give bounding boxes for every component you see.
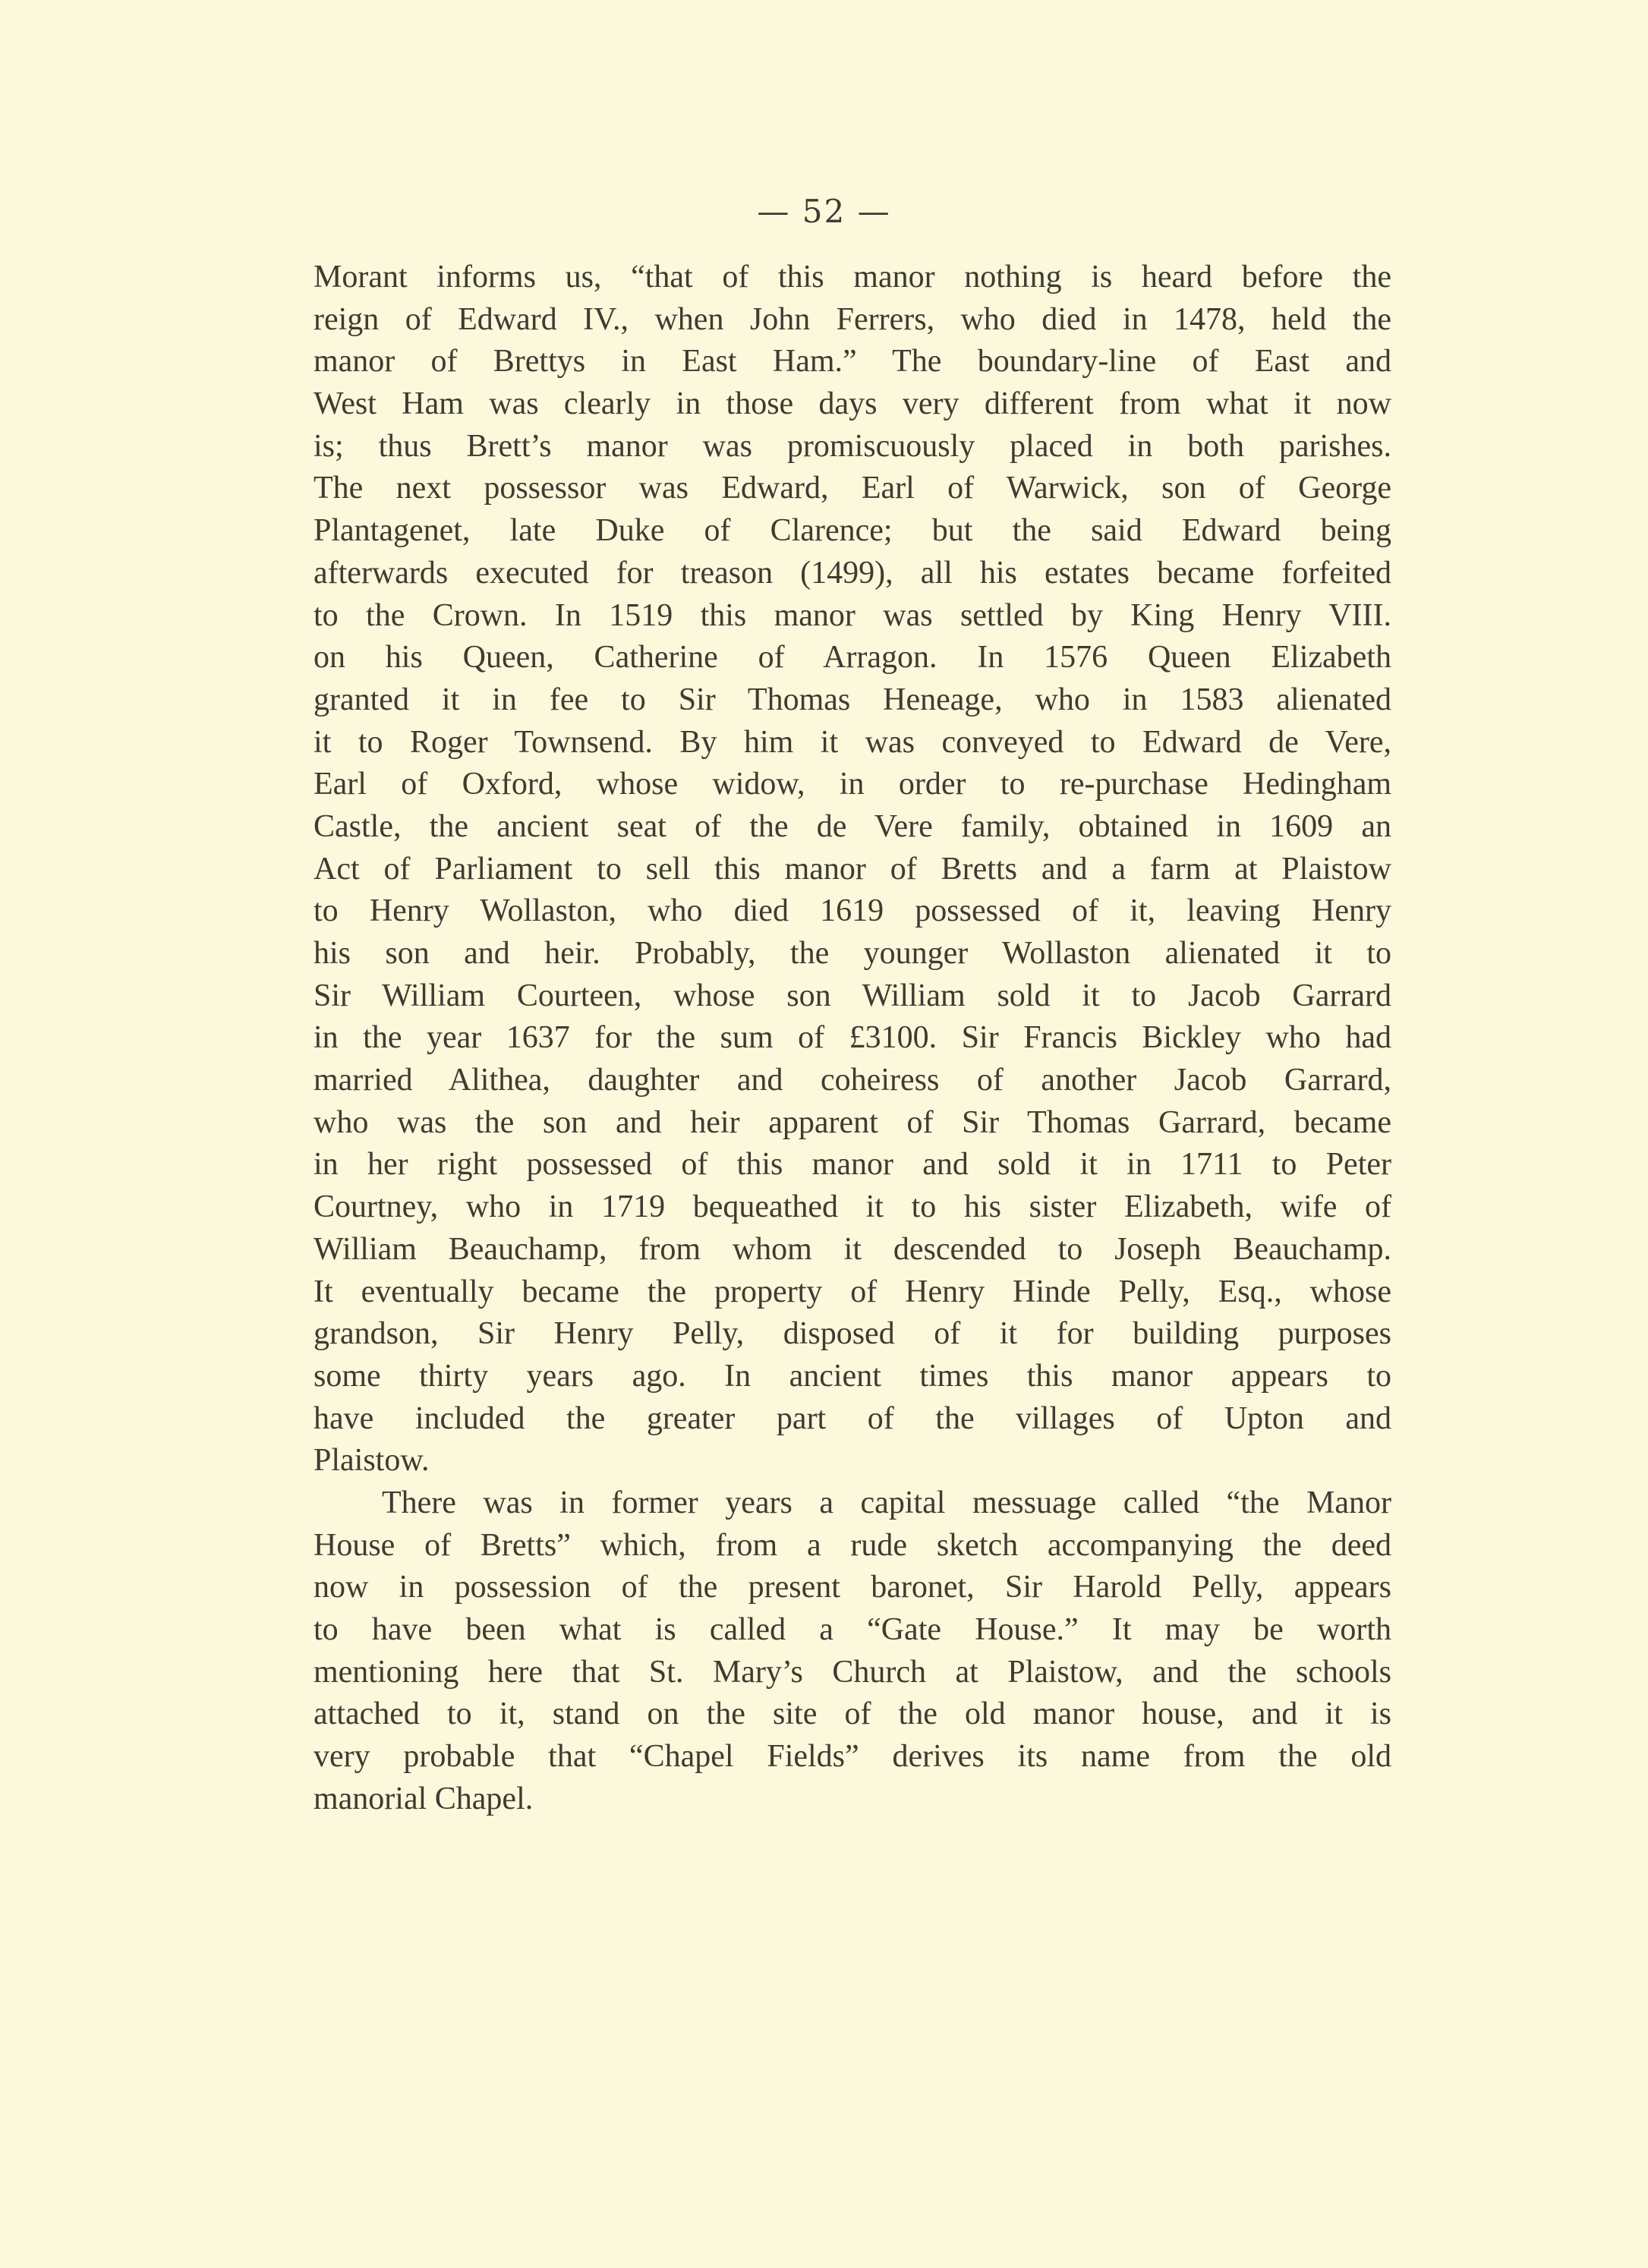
text-line: now in possession of the present baronet, Sir Harold Pelly, appears (314, 1570, 1391, 1605)
text-line: some thirty years ago. In ancient times this manor appears to (314, 1358, 1391, 1394)
text-line: Plaistow. (314, 1443, 430, 1479)
text-line: to the Crown. In 1519 this manor was settled by King Henry VIII. (314, 597, 1391, 633)
body-text (314, 257, 1391, 1820)
paragraph-2 (314, 1482, 1391, 1821)
text-line: There was in former years a capital messuage called “the Manor (382, 1485, 1391, 1520)
text-line: to have been what is called a “Gate House.” It may be worth (314, 1612, 1391, 1647)
text-line: The next possessor was Edward, Earl of Warwick, son of George (314, 471, 1391, 506)
text-line: manor of Brettys in East Ham.” The boundary-line of East and (314, 344, 1391, 380)
text-line: have included the greater part of the villages of Upton and (314, 1400, 1391, 1436)
text-line: Sir William Courteen, whose son William sold it to Jacob Garrard (314, 978, 1391, 1013)
text-line: is; thus Brett’s manor was promiscuously placed in both parishes. (314, 428, 1391, 464)
text-line: attached to it, stand on the site of the old manor house, and it is (314, 1696, 1391, 1732)
text-line: House of Bretts” which, from a rude sketch accompanying the deed (314, 1527, 1391, 1563)
text-line: Morant informs us, “that of this manor nothing is heard before the (314, 260, 1391, 295)
paragraph-1 (314, 257, 1391, 1482)
text-line: to Henry Wollaston, who died 1619 possessed of it, leaving Henry (314, 893, 1391, 929)
text-line: West Ham was clearly in those days very different from what it now (314, 386, 1391, 422)
text-line: Act of Parliament to sell this manor of Bretts and a farm at Plaistow (314, 851, 1391, 887)
text-line: in the year 1637 for the sum of £3100. Sir Francis Bickley who had (314, 1020, 1391, 1056)
text-line: William Beauchamp, from whom it descended to Joseph Beauchamp. (314, 1231, 1391, 1267)
text-line: it to Roger Townsend. By him it was conveyed to Edward de Vere, (314, 724, 1391, 760)
text-line: Earl of Oxford, whose widow, in order to re-purchase Hedingham (314, 767, 1391, 802)
text-line: in her right possessed of this manor and sold it in 1711 to Peter (314, 1147, 1391, 1183)
text-line: granted it in fee to Sir Thomas Heneage, who in 1583 alienated (314, 682, 1391, 717)
text-line: It eventually became the property of Henry Hinde Pelly, Esq., whose (314, 1274, 1391, 1309)
text-line: on his Queen, Catherine of Arragon. In 1576 Queen Elizabeth (314, 640, 1391, 676)
text-line: mentioning here that St. Mary’s Church at Plaistow, and the schools (314, 1654, 1391, 1690)
text-line: Castle, the ancient seat of the de Vere family, obtained in 1609 an (314, 808, 1391, 844)
text-line: Plantagenet, late Duke of Clarence; but the said Edward being (314, 513, 1391, 549)
text-line: his son and heir. Probably, the younger Wollaston alienated it to (314, 936, 1391, 971)
text-line: very probable that “Chapel Fields” derives its name from the old (314, 1739, 1391, 1775)
text-line: manorial Chapel. (314, 1781, 534, 1816)
text-line: married Alithea, daughter and coheiress of another Jacob Garrard, (314, 1063, 1391, 1098)
text-line: reign of Edward IV., when John Ferrers, who died in 1478, held the (314, 301, 1391, 337)
text-line: who was the son and heir apparent of Sir Thomas Garrard, became (314, 1104, 1391, 1140)
text-line: afterwards executed for treason (1499), all his estates became forfeited (314, 555, 1391, 591)
text-line: grandson, Sir Henry Pelly, disposed of it for building purposes (314, 1316, 1391, 1352)
page-number: — 52 — (757, 193, 891, 230)
text-line: Courtney, who in 1719 bequeathed it to his sister Elizabeth, wife of (314, 1189, 1391, 1225)
